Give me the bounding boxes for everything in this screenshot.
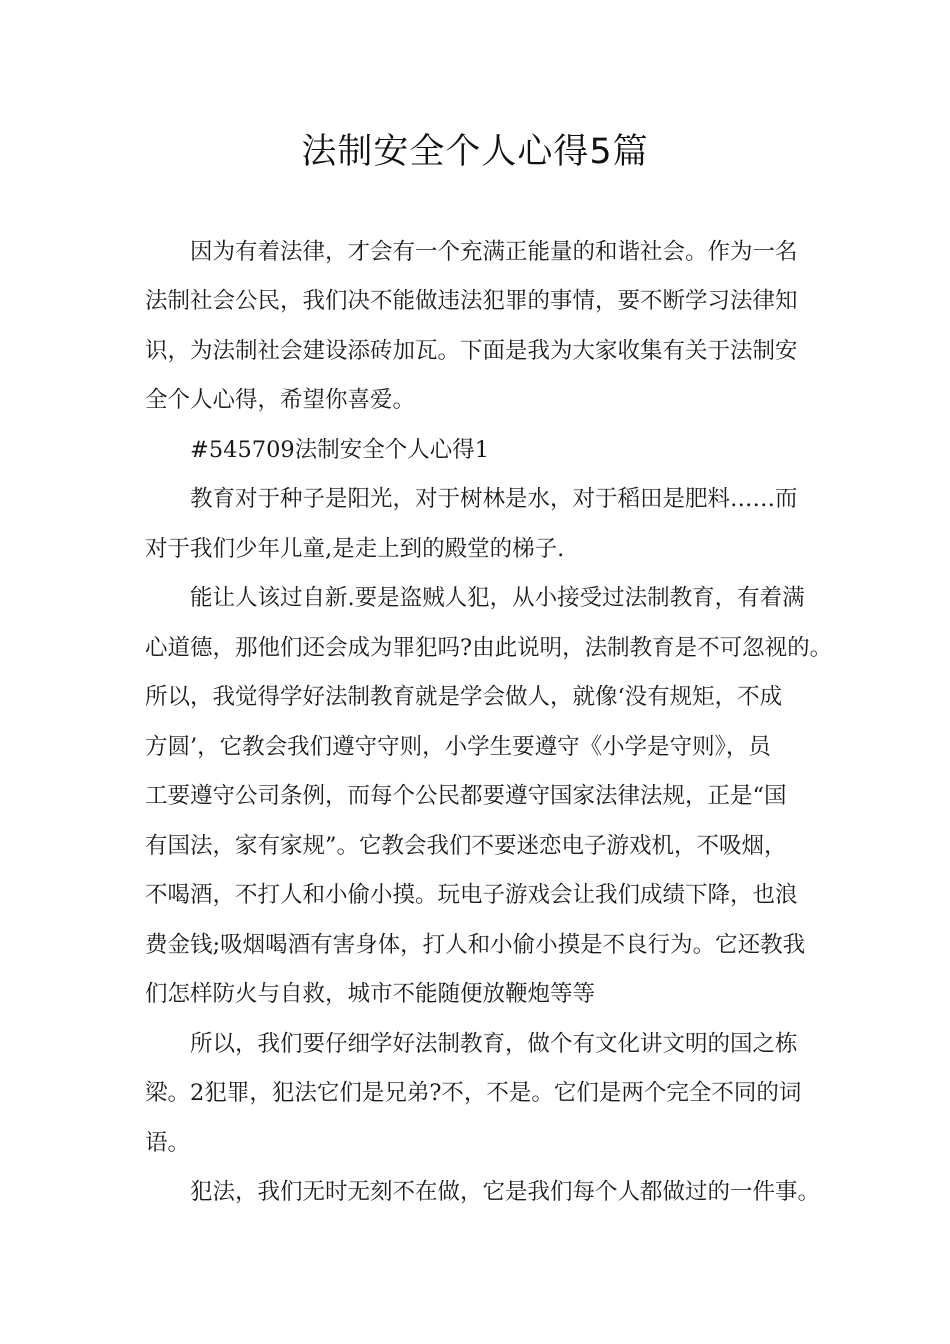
paragraph-line: 方圆’，它教会我们遵守守则，小学生要遵守《小学是守则》，员: [145, 734, 771, 760]
paragraph-line: 教育对于种子是阳光，对于树林是水，对于稻田是肥料……而: [190, 486, 798, 512]
paragraph-line: 全个人心得，希望你喜爱。: [145, 387, 416, 413]
paragraph-line: 所以，我觉得学好法制教育就是学会做人，就像‘没有规矩，不成: [145, 684, 783, 710]
paragraph-line: 因为有着法律，才会有一个充满正能量的和谐社会。作为一名: [190, 239, 798, 265]
paragraph-line: 不喝酒，不打人和小偷小摸。玩电子游戏会让我们成绩下降，也浪: [145, 882, 798, 908]
paragraph-line: 犯法，我们无时无刻不在做，它是我们每个人都做过的一件事。: [190, 1179, 821, 1205]
document-title: 法制安全个人心得5篇: [301, 132, 649, 172]
paragraph-line: 工要遵守公司条例，而每个公民都要遵守国家法律法规，正是“国: [145, 783, 787, 809]
paragraph-line: 们怎样防火与自救，城市不能随便放鞭炮等等: [145, 981, 596, 1007]
paragraph-line: 梁。2犯罪，犯法它们是兄弟?不，不是。它们是两个完全不同的词: [145, 1080, 802, 1106]
paragraph-line: 对于我们少年儿童,是走上到的殿堂的梯子.: [145, 536, 565, 562]
paragraph-line: 心道德，那他们还会成为罪犯吗?由此说明，法制教育是不可忽视的。: [145, 635, 833, 661]
paragraph-line: 识，为法制社会建设添砖加瓦。下面是我为大家收集有关于法制安: [145, 338, 798, 364]
paragraph-line: 语。: [145, 1130, 191, 1156]
paragraph-line: 有国法，家有家规”。它教会我们不要迷恋电子游戏机，不吸烟，: [145, 833, 787, 859]
paragraph-line: 法制社会公民，我们决不能做违法犯罪的事情，要不断学习法律知: [145, 288, 798, 314]
paragraph-line: 能让人该过自新.要是盗贼人犯，从小接受过法制教育，有着满: [190, 585, 805, 611]
paragraph-line: 费金钱;吸烟喝酒有害身体，打人和小偷小摸是不良行为。它还教我: [145, 932, 806, 958]
section-heading: #545709法制安全个人心得1: [190, 437, 490, 463]
paragraph-line: 所以，我们要仔细学好法制教育，做个有文化讲文明的国之栋: [190, 1031, 798, 1057]
